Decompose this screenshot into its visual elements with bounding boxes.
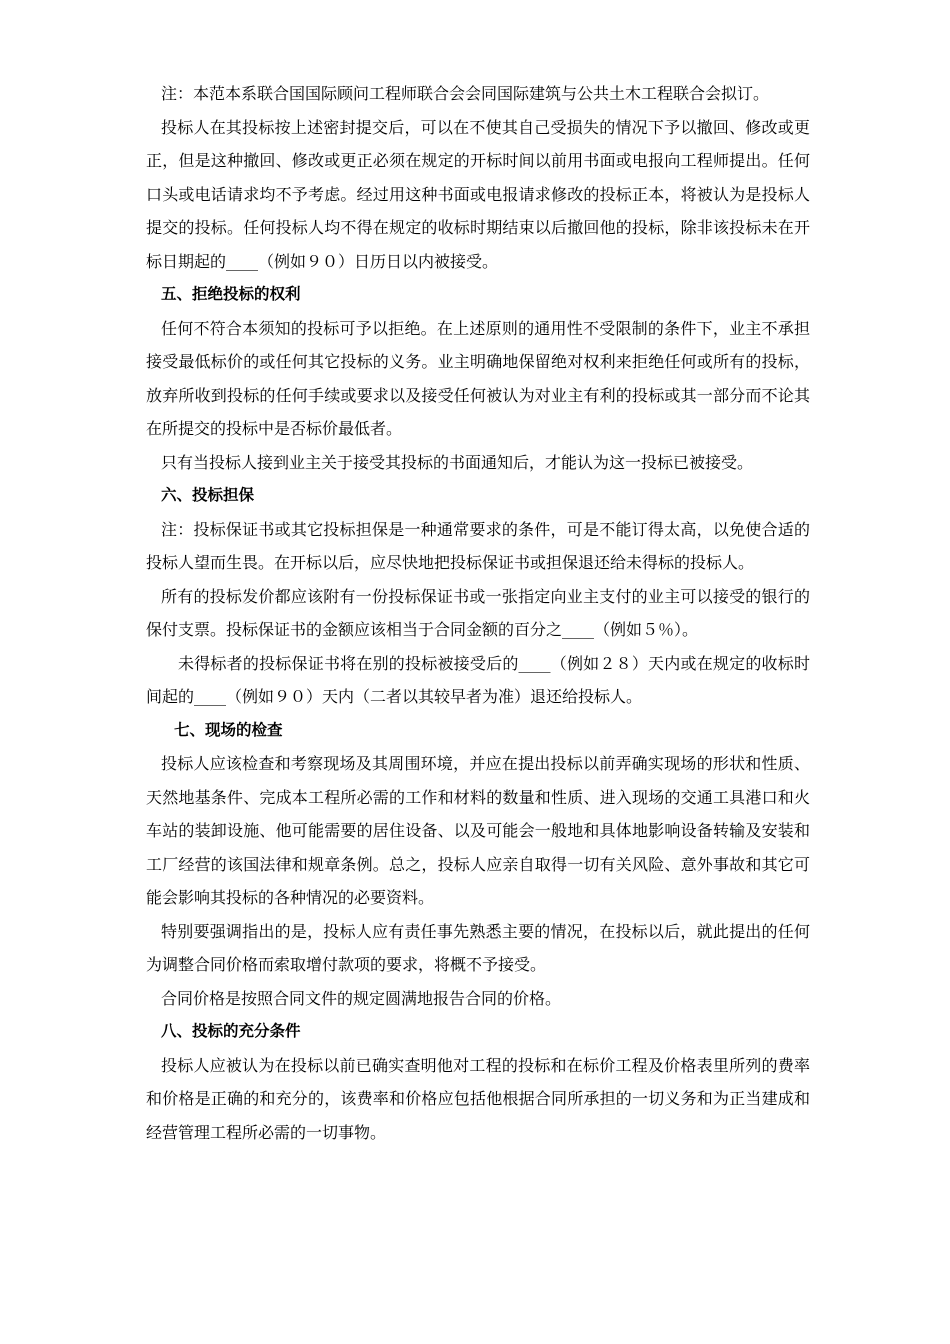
body-paragraph: 任何不符合本须知的投标可予以拒绝。在上述原则的通用性不受限制的条件下，业主不承担接受最低标价的或任何其它投标的义务。业主明确地保留绝对权利来拒绝任何或所有的投标，放弃所收到投标的任何手续或要求以及接受任何被认为对业主有利的投标或其一部分而不论其在所提交的投标中是否标价最低者。	[146, 318, 810, 438]
body-paragraph: 未得标者的投标保证书将在别的投标被接受后的____（例如２８）天内或在规定的收标时间起的____（例如９０）天内（二者以其较早者为准）退还给投标人。	[146, 653, 810, 706]
body-paragraph: 所有的投标发价都应该附有一份投标保证书或一张指定向业主支付的业主可以接受的银行的保付支票。投标保证书的金额应该相当于合同金额的百分之____（例如５％）。	[146, 586, 810, 639]
body-paragraph: 投标人在其投标按上述密封提交后，可以在不使其自己受损失的情况下予以撤回、修改或更正，但是这种撤回、修改或更正必须在规定的开标时间以前用书面或电报向工程师提出。任何口头或电话请求均不予考虑。经过用这种书面或电报请求修改的投标正本，将被认为是投标人提交的投标。任何投标人均不得在规定的收标时期结束以后撤回他的投标，除非该投标未在开标日期起的____（例如９０）日历日以内被接受。	[146, 117, 810, 271]
body-paragraph: 投标人应该检查和考察现场及其周围环境，并应在提出投标以前弄确实现场的形状和性质、天然地基条件、完成本工程所必需的工作和材料的数量和性质、进入现场的交通工具港口和火车站的装卸设施、他可能需要的居住设备、以及可能会一般地和具体地影响设备转输及安装和工厂经营的该国法律和规章条例。总之，投标人应亲自取得一切有关风险、意外事故和其它可能会影响其投标的各种情况的必要资料。	[146, 754, 810, 907]
document-body	[146, 77, 810, 1149]
body-paragraph: 注：本范本系联合国国际顾问工程师联合会会同国际建筑与公共土木工程联合会拟订。	[161, 84, 770, 103]
section-heading: 六、投标担保	[161, 486, 255, 504]
body-paragraph: 特别要强调指出的是，投标人应有责任事先熟悉主要的情况，在投标以后，就此提出的任何为调整合同价格而索取增付款项的要求，将概不予接受。	[146, 921, 810, 974]
body-paragraph: 合同价格是按照合同文件的规定圆满地报告合同的价格。	[161, 988, 562, 1008]
body-paragraph: 投标人应被认为在投标以前已确实查明他对工程的投标和在标价工程及价格表里所列的费率和价格是正确的和充分的，该费率和价格应包括他根据合同所承担的一切义务和为正当建成和经营管理工程所必需的一切事物。	[146, 1055, 810, 1142]
body-paragraph: 只有当投标人接到业主关于接受其投标的书面通知后，才能认为这一投标已被接受。	[161, 452, 754, 472]
section-heading: 七、现场的检查	[174, 720, 283, 739]
section-heading: 八、投标的充分条件	[161, 1022, 301, 1040]
body-paragraph: 注：投标保证书或其它投标担保是一种通常要求的条件，可是不能订得太高，以免使合适的投标人望而生畏。在开标以后，应尽快地把投标保证书或担保退还给未得标的投标人。	[146, 519, 810, 572]
section-heading: 五、拒绝投标的权利	[161, 285, 301, 303]
